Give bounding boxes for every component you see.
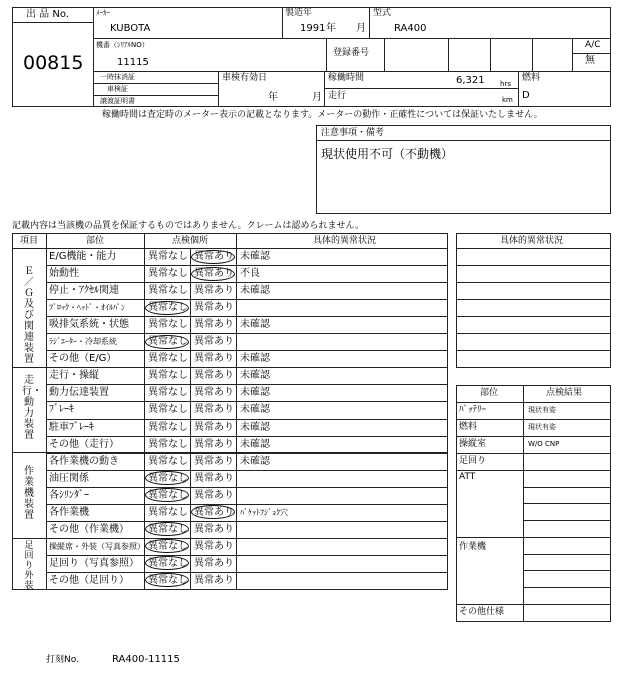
col-item: 項目 — [20, 236, 39, 246]
row-detail: 不良 — [240, 268, 260, 280]
option-ng[interactable]: 異常あり — [194, 540, 234, 552]
row-detail: 未確認 — [240, 421, 270, 433]
col-check: 点検個所 — [172, 236, 209, 246]
year-label: 製造年 — [285, 8, 313, 18]
row-divider — [456, 299, 611, 300]
inspection-cert-label: 車検証 — [107, 85, 128, 93]
divider — [532, 38, 533, 71]
divider — [448, 38, 449, 71]
row-divider — [523, 554, 611, 555]
row-divider — [456, 282, 611, 283]
divider — [93, 7, 94, 107]
option-ok[interactable]: 異常なし — [148, 285, 188, 297]
divider — [93, 71, 611, 72]
hours-unit: hrs — [500, 80, 511, 88]
row-detail: 未確認 — [240, 455, 270, 467]
notes-label: 注意事項・備考 — [321, 128, 385, 138]
row-divider — [523, 487, 611, 488]
row-detail: 未確認 — [240, 319, 270, 331]
row-divider — [456, 537, 611, 538]
year-unit: 年 — [326, 23, 336, 34]
row-divider — [523, 503, 611, 504]
row-part: 動力伝達装置 — [49, 387, 109, 399]
result-part-fuel: 燃料 — [459, 422, 478, 432]
option-ng[interactable]: 異常あり — [194, 489, 234, 501]
row-detail: 未確認 — [240, 404, 270, 416]
divider — [12, 452, 448, 453]
result-part-undercarriage: 足回り — [459, 456, 487, 466]
row-divider — [456, 265, 611, 266]
lot-no: 00815 — [23, 52, 84, 74]
group-label-drive: 走行・動力装置 — [22, 375, 42, 441]
year: 1991 — [300, 23, 326, 34]
divider — [326, 38, 327, 71]
option-ng[interactable]: 異常あり — [194, 370, 234, 382]
option-ng[interactable]: 異常あり — [194, 455, 234, 467]
option-ng[interactable]: 異常あり — [194, 421, 234, 433]
divider — [518, 71, 519, 107]
divider — [218, 71, 219, 107]
maker: KUBOTA — [110, 23, 151, 34]
result-part-att: ATT — [459, 472, 476, 482]
inspection-expiry-label: 車検有効日 — [222, 73, 268, 83]
divider — [282, 7, 283, 38]
row-part: 始動性 — [49, 268, 79, 280]
mileage-unit: km — [502, 96, 513, 104]
lot-no-label: 出 品 No. — [26, 9, 69, 20]
transfer-cert-label: 譲渡証明書 — [100, 97, 135, 105]
divider — [369, 7, 370, 38]
selection-circle — [191, 250, 235, 264]
divider — [324, 88, 518, 89]
row-divider — [456, 436, 611, 437]
row-detail: 未確認 — [240, 438, 270, 450]
row-part: その他（E/G） — [49, 353, 117, 365]
option-ok[interactable]: 異常なし — [148, 438, 188, 450]
result-part-battery: ﾊﾞｯﾃﾘｰ — [459, 405, 487, 415]
option-ok[interactable]: 異常なし — [148, 421, 188, 433]
option-ng[interactable]: 異常あり — [194, 302, 234, 314]
option-ok[interactable]: 異常なし — [148, 370, 188, 382]
row-detail: 未確認 — [240, 370, 270, 382]
divider — [93, 83, 218, 84]
option-ok[interactable]: 異常なし — [148, 336, 188, 348]
serial-label: 機番（ｼﾘｱﾙNO） — [96, 41, 149, 49]
row-part: 油圧関係 — [49, 472, 89, 484]
row-divider — [46, 470, 448, 471]
result-part-implement: 作業機 — [459, 542, 487, 552]
option-ng[interactable]: 異常あり — [194, 472, 234, 484]
row-divider — [456, 350, 611, 351]
model-label: 型式 — [373, 8, 392, 18]
row-divider — [456, 419, 611, 420]
row-part: 各ｼﾘﾝﾀﾞｰ — [49, 489, 89, 501]
option-ok[interactable]: 異常なし — [148, 540, 188, 552]
divider — [572, 53, 611, 54]
notes-text: 現状使用不可（不動機） — [321, 147, 454, 161]
option-ok[interactable]: 異常なし — [148, 455, 188, 467]
row-part: ﾗｼﾞｴｰﾀｰ・冷却系統 — [49, 337, 117, 347]
col-part: 部位 — [86, 236, 105, 246]
ac-label: A/C — [585, 40, 601, 50]
result-value-battery: 現状有姿 — [528, 406, 556, 414]
registration-label: 登録番号 — [333, 48, 370, 58]
row-divider — [46, 487, 448, 488]
row-part: 停止・ｱｸｾﾙ関連 — [49, 285, 119, 297]
divider — [384, 38, 385, 71]
result-value-fuel: 現状有姿 — [528, 423, 556, 431]
option-ok[interactable]: 異常なし — [148, 387, 188, 399]
option-ng[interactable]: 異常あり — [194, 438, 234, 450]
option-ng[interactable]: 異常あり — [194, 268, 234, 280]
result-value-cab: W/O CNP — [528, 440, 560, 448]
temp-permit-label: 一時抹消証 — [100, 73, 135, 81]
hours-value: 6,321 — [456, 75, 485, 86]
group-label-undercarriage: 足回り外装 — [24, 541, 34, 591]
option-ng[interactable]: 異常あり — [194, 404, 234, 416]
row-part: E/G機能・能力 — [49, 251, 117, 262]
hours-note: 稼働時間は査定時のメーター表示の記載となります。メーターの動作・正確性については保証いたしません。 — [102, 110, 543, 120]
row-divider — [456, 402, 611, 403]
option-ng[interactable]: 異常あり — [194, 251, 234, 262]
selection-circle — [145, 301, 189, 315]
row-divider — [456, 604, 611, 605]
row-detail: 未確認 — [240, 387, 270, 399]
option-ng[interactable]: 異常あり — [194, 285, 234, 297]
option-ng[interactable]: 異常あり — [194, 523, 234, 535]
divider — [12, 538, 448, 539]
divider — [93, 95, 218, 96]
row-divider — [523, 587, 611, 588]
divider — [316, 140, 611, 141]
hours-label: 稼働時間 — [328, 73, 365, 83]
row-part: 駐車ﾌﾞﾚｰｷ — [49, 421, 94, 433]
row-divider — [456, 248, 611, 249]
option-ok[interactable]: 異常なし — [148, 557, 188, 569]
row-detail: ﾊﾞｹｯﾄﾌｼﾞｮｸ穴 — [240, 507, 288, 517]
option-ok[interactable]: 異常なし — [148, 302, 188, 314]
divider — [144, 233, 145, 590]
fuel-value: D — [522, 90, 530, 101]
results-col-part: 部位 — [480, 388, 499, 398]
option-ok[interactable]: 異常なし — [148, 489, 188, 501]
right-detail-label: 具体的異常状況 — [500, 236, 564, 246]
ac-value: 無 — [585, 55, 595, 66]
row-detail: 未確認 — [240, 353, 270, 365]
results-col-result: 点検結果 — [546, 388, 583, 398]
option-ok[interactable]: 異常なし — [148, 574, 188, 586]
disclaimer: 記載内容は当該機の品質を保証するものではありません。クレームは認められません。 — [12, 221, 365, 231]
option-ng[interactable]: 異常あり — [194, 506, 234, 518]
row-divider — [523, 520, 611, 521]
divider — [572, 38, 573, 71]
option-ng[interactable]: 異常あり — [194, 574, 234, 586]
selection-circle — [145, 335, 189, 349]
col-detail: 具体的異常状況 — [313, 236, 377, 246]
divider — [490, 38, 491, 71]
option-ok[interactable]: 異常なし — [148, 353, 188, 365]
row-part: 各作業機 — [49, 506, 89, 518]
option-ng[interactable]: 異常あり — [194, 387, 234, 399]
row-detail: 未確認 — [240, 251, 270, 262]
maker-label: ﾒｰｶｰ — [96, 9, 110, 17]
divider — [12, 22, 93, 23]
expiry-year-unit: 年 — [268, 92, 278, 103]
option-ng[interactable]: 異常あり — [194, 557, 234, 569]
row-part: その他（作業機） — [49, 523, 129, 535]
row-divider — [456, 333, 611, 334]
row-part: 操縦席・外装（写真参照） — [49, 541, 145, 551]
row-detail: 未確認 — [240, 285, 270, 297]
expiry-month-unit: 月 — [312, 92, 322, 103]
fuel-label: 燃料 — [522, 73, 541, 83]
stamp-value: RA400-11115 — [112, 654, 180, 665]
month-unit: 月 — [356, 23, 366, 34]
option-ok[interactable]: 異常なし — [148, 268, 188, 280]
row-divider — [456, 470, 611, 471]
notes-box — [316, 125, 611, 214]
row-part: その他（走行） — [49, 438, 119, 450]
option-ok[interactable]: 異常なし — [148, 506, 188, 518]
row-part: 各作業機の動き — [49, 455, 119, 467]
row-part: 足回り（写真参照） — [49, 557, 139, 569]
selection-circle — [191, 267, 235, 281]
serial: 11115 — [117, 57, 149, 68]
group-label-implement: 作業機装置 — [24, 466, 34, 521]
row-divider — [456, 316, 611, 317]
option-ng[interactable]: 異常あり — [194, 353, 234, 365]
model: RA400 — [394, 23, 427, 34]
row-divider — [456, 453, 611, 454]
option-ok[interactable]: 異常なし — [148, 251, 188, 262]
divider — [236, 233, 237, 590]
result-part-other: その他仕様 — [459, 607, 505, 617]
mileage-label: 走行 — [328, 91, 347, 101]
divider — [93, 38, 611, 39]
option-ok[interactable]: 異常なし — [148, 472, 188, 484]
divider — [12, 367, 448, 368]
option-ng[interactable]: 異常あり — [194, 336, 234, 348]
row-part: 走行・操縦 — [49, 370, 99, 382]
right-detail-box — [456, 233, 611, 368]
divider — [46, 233, 47, 590]
row-divider — [523, 570, 611, 571]
row-part: ﾌﾞﾚｰｷ — [49, 404, 74, 416]
row-part: その他（足回り） — [49, 574, 129, 586]
stamp-label: 打刻No. — [46, 655, 79, 665]
option-ok[interactable]: 異常なし — [148, 404, 188, 416]
option-ok[interactable]: 異常なし — [148, 319, 188, 331]
row-part: 吸排気系統・状態 — [49, 319, 129, 331]
result-part-cab: 操縦室 — [459, 439, 487, 449]
row-part: ﾌﾞﾛｯｸ・ﾍｯﾄﾞ・ｵｲﾙﾊﾟﾝ — [49, 303, 125, 313]
option-ok[interactable]: 異常なし — [148, 523, 188, 535]
divider — [324, 71, 325, 107]
option-ng[interactable]: 異常あり — [194, 319, 234, 331]
group-label-engine: Ｅ／Ｇ及び関連装置 — [24, 266, 34, 365]
